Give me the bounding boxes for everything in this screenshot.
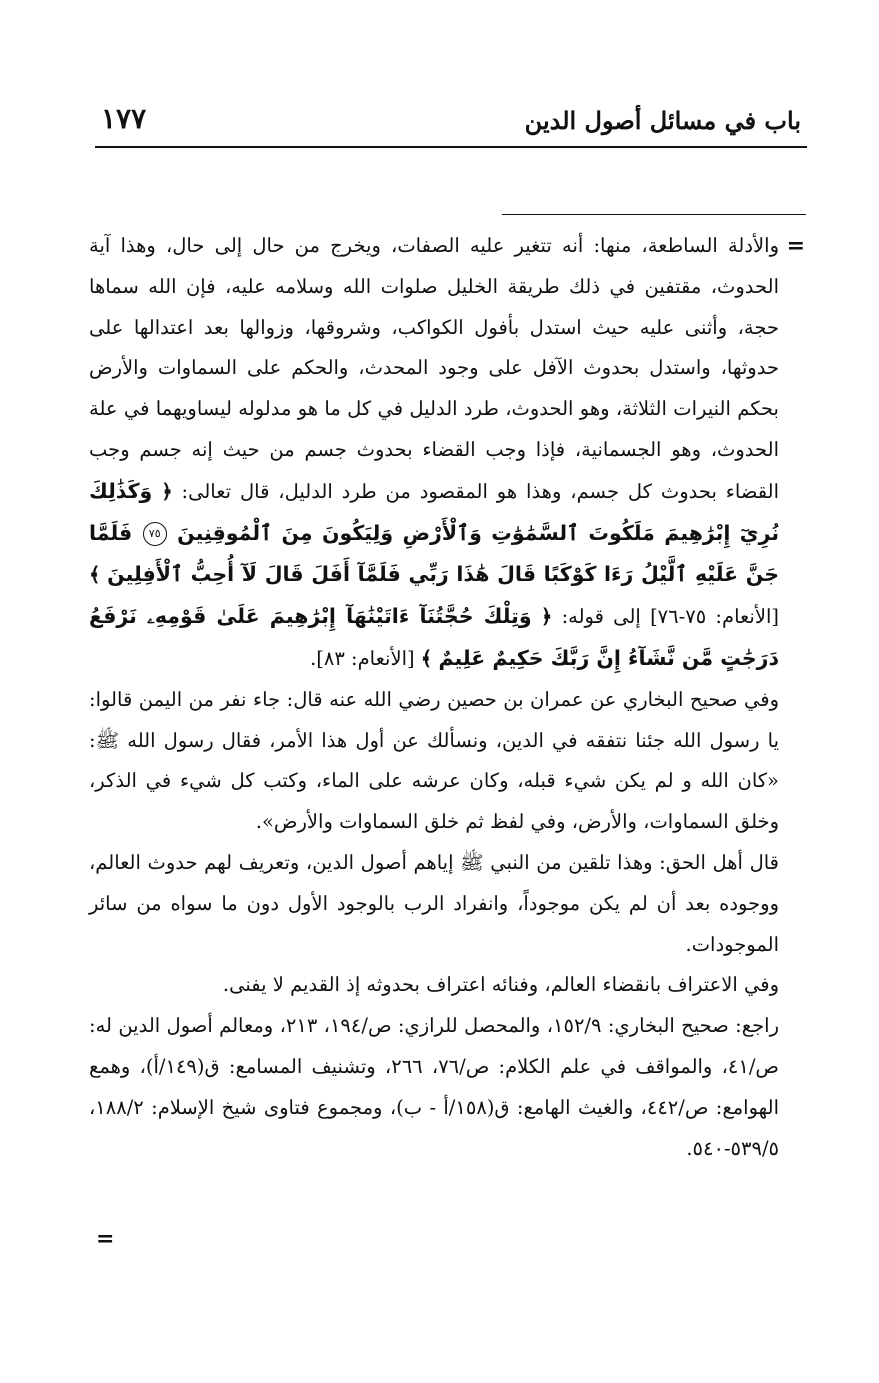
chapter-title: باب في مسائل أصول الدين [524, 106, 801, 135]
quran-reference: [الأنعام: ٨٣]. [310, 646, 415, 670]
quran-bracket-open: ﴿ [540, 605, 553, 629]
paragraph-references: راجع: صحيح البخاري: ١٥٢/٩، والمحصل للرازي: ص/١٩٤، ٢١٣، ومعالم أصول الدين له: ص/٤١، والمواقف في علم الكلام: ص/٧٦، ٢٦٦، وتشنيف المسامع: ق(١٤٩/أ)، وهمع الهوامع: ص/٤٤٢، والغيث الهامع: ق(١٥٨/أ - ب)، ومجموع فتاوى شيخ الإسلام: ١٨٨/٢، ٥٣٩/٥-٥٤٠. [89, 1014, 780, 1160]
paragraph-hadith: وفي صحيح البخاري عن عمران بن حصين رضي الله عنه قال: جاء نفر من اليمن قالوا: يا رسول الله جئنا نتفقه في الدين، ونسألك عن أول هذا الأمر، فقال رسول الله ﷺ: «كان الله و لم يكن شيء قبله، وكان عرشه على الماء، وكتب كل شيء في الذكر، وخلق السماوات، والأرض، وفي لفظ ثم خلق السماوات والأرض». [89, 687, 779, 834]
running-header [95, 98, 807, 148]
page-number: ١٧٧ [101, 102, 147, 135]
quran-reference: [الأنعام: ٧٥-٧٦] إلى قوله: [561, 605, 780, 629]
quran-bracket-close: ﴾ [89, 563, 101, 587]
paragraph-text: والأدلة الساطعة، منها: أنه تتغير عليه الصفات، ويخرج من حال إلى حال، وهذا آية الحدوث، مقتفين في ذلك طريقة الخليل صلوات الله وسلامه عليه، فإن الله سماها حجة، وأثنى عليه حيث استدل بأفول الكواكب، وشروقها، وزوالها بعد اعتدالها على حدوثها، واستدل بحدوث الآفل على وجود المحدث، والحكم على السماوات والأرض بحكم النيرات الثلاثة، وهو الحدوث، طرد الدليل في كل ما هو مدلوله ليساويهما في علة الحدوث، وهو الجسمانية، فإذا وجب القضاء بحدوث جسم من حيث إنه جسم وجب القضاء بحدوث كل جسم، وهذا هو المقصود من طرد الدليل، قال تعالى: [89, 234, 780, 503]
verse-number-marker: ٧٥ [143, 522, 167, 546]
quran-bracket-open: ﴿ [161, 479, 173, 503]
quran-verse: وَتِلْكَ حُجَّتُنَآ ءَاتَيْنَٰهَآ إِبْرَٰهِيمَ عَلَىٰ قَوْمِهِۦ نَرْفَعُ دَرَجَٰتٍ مَّن نَّشَآءُ إِنَّ رَبَّكَ حَكِيمٌ عَلِيمٌ [89, 604, 779, 670]
continuation-end-mark: = [96, 1226, 115, 1252]
paragraph-ahl-al-haqq: قال أهل الحق: وهذا تلقين من النبي ﷺ إياهم أصول الدين، وتعريف لهم حدوث العالم، ووجوده بعد أن لم يكن موجوداً، وانفراد الرب بالوجود الأول دون ما سواه من سائر الموجودات. [89, 850, 779, 956]
paragraph-annihilation: وفي الاعتراف بانقضاء العالم، وفنائه اعتراف بحدوثه إذ القديم لا يفنى. [222, 973, 779, 997]
continuation-mark: = [786, 233, 805, 259]
footnote-separator [502, 214, 806, 215]
quran-verse: وَكَذَٰلِكَ نُرِيٓ إِبْرَٰهِيمَ مَلَكُوتَ ٱلسَّمَٰوَٰتِ وَٱلْأَرْضِ وَلِيَكُونَ مِنَ ٱلْمُوقِنِينَ [89, 478, 780, 545]
quran-bracket-close: ﴾ [420, 646, 433, 670]
footnote-body [89, 226, 805, 1169]
quran-verse: فَلَمَّا جَنَّ عَلَيْهِ ٱلَّيْلُ رَءَا كَوْكَبًا قَالَ هَٰذَا رَبِّي فَلَمَّآ أَفَلَ قَالَ لَآ أُحِبُّ ٱلْأَفِلِينَ [89, 520, 780, 587]
paragraph-evidence [89, 226, 779, 680]
